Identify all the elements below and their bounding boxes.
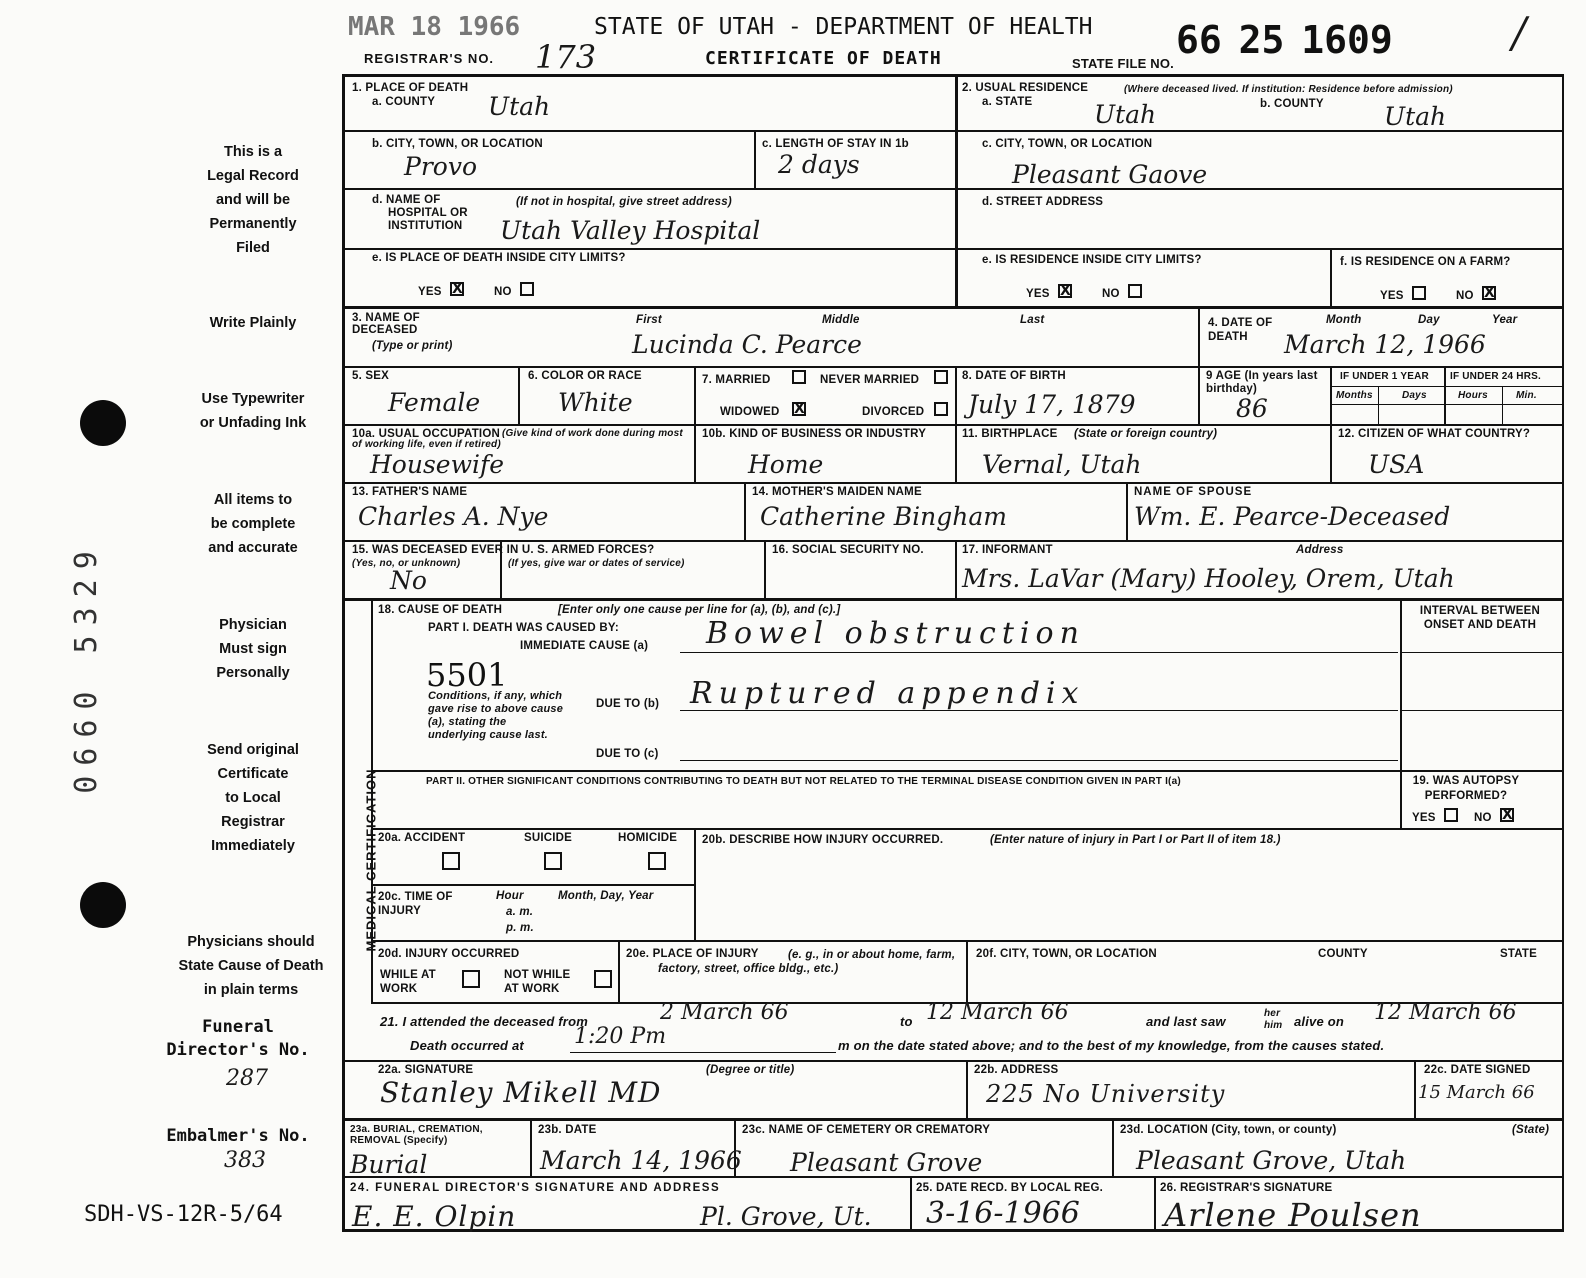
res-state-label: a. STATE <box>982 96 1033 108</box>
cemetery-label: 23c. NAME OF CEMETERY OR CREMATORY <box>742 1124 991 1136</box>
citizen: USA <box>1368 450 1425 479</box>
degree-label: (Degree or title) <box>706 1064 795 1076</box>
physician-signature: Stanley Mikell MD <box>380 1076 662 1109</box>
res-inside-label: e. IS RESIDENCE INSIDE CITY LIMITS? <box>982 254 1202 266</box>
part1-label: PART I. DEATH WAS CAUSED BY: <box>428 622 619 634</box>
widowed-checkbox[interactable]: X <box>794 401 805 417</box>
informant: Mrs. LaVar (Mary) Hooley, Orem, Utah <box>962 564 1455 593</box>
age: 86 <box>1236 394 1268 423</box>
attended-to: 12 March 66 <box>926 1000 1069 1025</box>
suicide-checkbox[interactable] <box>544 852 562 870</box>
res-county: Utah <box>1384 102 1447 131</box>
last-saw-label: and last saw <box>1146 1014 1226 1029</box>
funeral-director-no-label: Funeral Director's No. <box>166 1017 310 1060</box>
funeral-director-address: Pl. Grove, Ut. <box>700 1202 872 1231</box>
race-label: 6. COLOR OR RACE <box>528 370 642 382</box>
res-county-label: b. COUNTY <box>1260 98 1324 110</box>
type-or-print-note: (Type or print) <box>372 340 453 352</box>
attended-to-label: to <box>900 1014 913 1029</box>
war-service-note: (If yes, give war or dates of service) <box>508 558 685 569</box>
registrar-no: 173 <box>535 38 597 76</box>
due-to-b-label: DUE TO (b) <box>596 698 660 710</box>
length-of-stay: 2 days <box>778 150 860 179</box>
business: Home <box>748 450 824 479</box>
date-signed-label: 22c. DATE SIGNED <box>1424 1064 1531 1076</box>
farm-yes-label: YES <box>1380 290 1404 302</box>
armed-forces-note: (Yes, no, or unknown) <box>352 558 461 569</box>
burial-date: March 14, 1966 <box>540 1146 742 1175</box>
date-received: 3-16-1966 <box>926 1196 1080 1231</box>
father-name: Charles A. Nye <box>358 502 549 531</box>
death-city: Provo <box>404 152 477 181</box>
mother-name: Catherine Bingham <box>760 502 1007 531</box>
immediate-cause-label: IMMEDIATE CAUSE (a) <box>520 640 649 652</box>
father-label: 13. FATHER'S NAME <box>352 486 468 498</box>
physicians-cause-note: Physicians should State Cause of Death in plain terms <box>178 934 324 998</box>
homicide-checkbox[interactable] <box>648 852 666 870</box>
res-state: Utah <box>1094 100 1157 129</box>
place-of-injury-label: 20e. PLACE OF INJURY <box>626 948 759 960</box>
res-street-label: d. STREET ADDRESS <box>982 196 1104 208</box>
divorced-checkbox[interactable] <box>934 402 948 416</box>
knowledge-statement: m on the date stated above; and to the best of my knowledge, from the causes stated. <box>838 1038 1385 1053</box>
age-label-text: AGE (In years last birthday) <box>1206 370 1318 395</box>
res-inside-yes-label: YES <box>1026 288 1050 300</box>
while-at-work-label: WHILE AT WORK <box>380 969 436 995</box>
autopsy-no-label: NO <box>1474 812 1492 824</box>
punch-hole-bottom <box>80 882 126 928</box>
inside-no-checkbox[interactable] <box>520 282 534 296</box>
alive-on-label: alive on <box>1294 1014 1345 1029</box>
autopsy-yes-checkbox[interactable] <box>1444 808 1458 822</box>
write-plainly-note: Write Plainly <box>209 315 297 331</box>
birthplace-label: 11. BIRTHPLACE <box>962 428 1058 440</box>
disposition: Burial <box>350 1150 428 1179</box>
physician-sign-note: Physician Must sign Personally <box>216 617 290 681</box>
never-married-label: NEVER MARRIED <box>820 374 920 386</box>
physician-address-label: 22b. ADDRESS <box>974 1064 1059 1076</box>
hospital-note: (If not in hospital, give street address) <box>516 196 732 208</box>
state-file-no: 66 25 1609 <box>1176 18 1393 62</box>
burial-location-label: 23d. LOCATION (City, town, or county) <box>1120 1124 1337 1136</box>
age-label: 9 AGE (In years last birthday) <box>1206 370 1318 395</box>
deceased-name-label: 3. NAME OF DECEASED <box>352 312 420 336</box>
farm-no-checkbox[interactable]: X <box>1484 285 1495 301</box>
her-label: her <box>1264 1008 1281 1019</box>
res-city-label: c. CITY, TOWN, OR LOCATION <box>982 138 1153 150</box>
married-checkbox[interactable] <box>792 370 806 384</box>
cause-a: Bowel obstruction <box>706 616 1085 651</box>
res-inside-no-checkbox[interactable] <box>1128 284 1142 298</box>
cemetery: Pleasant Grove <box>790 1148 983 1177</box>
informant-label: 17. INFORMANT <box>962 544 1053 556</box>
legal-record-note: This is a Legal Record and will be Permanently Filed <box>207 144 299 256</box>
middle-name-label: Middle <box>822 314 860 326</box>
signature-label: 22a. SIGNATURE <box>378 1064 474 1076</box>
injury-county-label: COUNTY <box>1318 948 1368 960</box>
interval-label: INTERVAL BETWEEN ONSET AND DEATH <box>1419 605 1541 631</box>
months-label: Months <box>1336 390 1373 401</box>
res-city: Pleasant Gaove <box>1012 160 1208 189</box>
suicide-label: SUICIDE <box>524 832 573 844</box>
hours-label: Hours <box>1458 390 1488 401</box>
hour-label: Hour <box>496 890 524 902</box>
him-label: him <box>1264 1020 1283 1031</box>
city-label: b. CITY, TOWN, OR LOCATION <box>372 138 543 150</box>
farm-no-label: NO <box>1456 290 1474 302</box>
burial-label: 23a. BURIAL, CREMATION, REMOVAL (Specify) <box>350 1124 483 1146</box>
widowed-label: WIDOWED <box>720 406 780 418</box>
inside-yes-label: YES <box>418 286 442 298</box>
while-at-work-checkbox[interactable] <box>462 970 480 988</box>
date-signed: 15 March 66 <box>1418 1082 1535 1103</box>
dob-label: 8. DATE OF BIRTH <box>962 370 1066 382</box>
injury-occurred-label: 20d. INJURY OCCURRED <box>378 948 520 960</box>
deceased-name: Lucinda C. Pearce <box>632 330 862 359</box>
spouse-name: Wm. E. Pearce-Deceased <box>1134 502 1451 531</box>
medical-certification-label: MEDICAL CERTIFICATION <box>363 768 379 952</box>
never-married-checkbox[interactable] <box>934 370 948 384</box>
pm-label: p. m. <box>506 922 534 934</box>
armed-forces-label: 15. WAS DECEASED EVER IN U. S. ARMED FORCES? <box>352 544 655 556</box>
punch-hole-top <box>80 400 126 446</box>
autopsy-label: 19. WAS AUTOPSY PERFORMED? <box>1412 775 1520 802</box>
autopsy-no-checkbox[interactable]: X <box>1502 807 1513 823</box>
date-of-death: March 12, 1966 <box>1284 330 1486 359</box>
state-title: STATE OF UTAH - DEPARTMENT OF HEALTH <box>594 14 1093 40</box>
funeral-director-signature: E. E. Olpin <box>352 1200 517 1233</box>
death-occurred-label: Death occurred at <box>410 1038 524 1053</box>
first-name-label: First <box>636 314 662 326</box>
send-original-note: Send original Certificate to Local Registrar Immediately <box>207 742 299 854</box>
last-seen-alive: 12 March 66 <box>1374 1000 1517 1025</box>
cause-code: 5501 <box>426 656 508 694</box>
injury-state-label: STATE <box>1500 948 1537 960</box>
conditions-note: Conditions, if any, which gave rise to above cause (a), stating the underlying cause last. <box>428 690 564 741</box>
registrar-sig-label: 26. REGISTRAR'S SIGNATURE <box>1160 1182 1333 1194</box>
divorced-label: DIVORCED <box>862 406 925 418</box>
occupation: Housewife <box>370 450 505 479</box>
vertical-serial: 0660 5329 <box>68 541 104 794</box>
dod-day-label: Day <box>1418 314 1440 326</box>
attended-label: 21. I attended the deceased from <box>380 1014 588 1029</box>
time-of-injury-label: 20c. TIME OF INJURY <box>378 891 453 917</box>
am-label: a. m. <box>506 906 534 918</box>
sex-label: 5. SEX <box>352 370 389 382</box>
under-1-year-label: IF UNDER 1 YEAR <box>1340 371 1429 382</box>
funeral-director-no: 287 <box>226 1066 268 1091</box>
not-while-at-work-label: NOT WHILE AT WORK <box>504 969 571 995</box>
describe-injury-note: (Enter nature of injury in Part I or Part II of item 18.) <box>990 834 1281 846</box>
death-county: Utah <box>488 92 551 121</box>
burial-state-label: (State) <box>1512 1124 1550 1136</box>
homicide-label: HOMICIDE <box>618 832 678 844</box>
hospital-label <box>372 194 468 233</box>
usual-residence-note: (Where deceased lived. If institution: Residence before admission) <box>1124 84 1453 95</box>
place-of-death-label: 1. PLACE OF DEATH <box>352 82 469 94</box>
items-complete-note: All items to be complete and accurate <box>208 492 298 556</box>
business-label: 10b. KIND OF BUSINESS OR INDUSTRY <box>702 428 927 440</box>
form-number: SDH-VS-12R-5/64 <box>84 1202 283 1227</box>
res-inside-no-label: NO <box>1102 288 1120 300</box>
married-text: MARRIED <box>715 374 771 386</box>
informant-address-label: Address <box>1296 544 1344 556</box>
date-received-label: 25. DATE RECD. BY LOCAL REG. <box>916 1182 1104 1194</box>
cause-note: [Enter only one cause per line for (a), (b), and (c).] <box>558 604 841 616</box>
state-file-label: STATE FILE NO. <box>1072 56 1174 71</box>
date-of-death-label: 4. DATE OF DEATH <box>1208 317 1273 343</box>
embalmer-no-label: Embalmer's No. <box>166 1126 310 1146</box>
length-of-stay-label: c. LENGTH OF STAY IN 1b <box>762 138 909 150</box>
last-name-label: Last <box>1020 314 1045 326</box>
registrar-signature: Arlene Poulsen <box>1164 1196 1422 1234</box>
place-of-injury-note: (e. g., in or about home, farm, factory, street, office bldg., etc.) <box>658 949 956 975</box>
physician-address: 225 No University <box>986 1080 1226 1108</box>
hospital-label-d: d. NAME OF <box>372 194 441 206</box>
farm-label: f. IS RESIDENCE ON A FARM? <box>1340 256 1511 268</box>
death-time: 1:20 Pm <box>574 1024 667 1049</box>
race: White <box>558 388 633 417</box>
inside-yes-checkbox[interactable]: X <box>452 281 463 297</box>
filing-stamp: MAR 18 1966 <box>348 12 521 42</box>
hospital-name: Utah Valley Hospital <box>500 216 761 245</box>
cause-of-death-label: 18. CAUSE OF DEATH <box>378 604 503 616</box>
not-while-at-work-checkbox[interactable] <box>594 970 612 988</box>
describe-injury-label: 20b. DESCRIBE HOW INJURY OCCURRED. <box>702 834 944 846</box>
inside-city-label: e. IS PLACE OF DEATH INSIDE CITY LIMITS? <box>372 252 626 264</box>
under-24-hrs-label: IF UNDER 24 HRS. <box>1450 371 1541 382</box>
mother-label: 14. MOTHER'S MAIDEN NAME <box>752 486 922 498</box>
usual-residence-label: 2. USUAL RESIDENCE <box>962 82 1089 94</box>
burial-date-label: 23b. DATE <box>538 1124 597 1136</box>
county-label: a. COUNTY <box>372 96 436 108</box>
res-inside-yes-checkbox[interactable]: X <box>1060 283 1071 299</box>
part2-label: PART II. OTHER SIGNIFICANT CONDITIONS CONTRIBUTING TO DEATH BUT NOT RELATED TO THE TERMINAL DISEASE CONDITION GIVEN IN PART I(a) <box>426 776 1181 787</box>
hospital-label-1: HOSPITAL OR <box>388 207 468 219</box>
date-of-birth: July 17, 1879 <box>968 390 1136 419</box>
check-mark: / <box>1512 8 1527 57</box>
birthplace: Vernal, Utah <box>982 450 1142 479</box>
citizen-label: 12. CITIZEN OF WHAT COUNTRY? <box>1338 428 1531 440</box>
cause-b: Ruptured appendix <box>690 676 1085 711</box>
married-label: 7. MARRIED <box>702 374 771 386</box>
injury-city-label: 20f. CITY, TOWN, OR LOCATION <box>976 948 1157 960</box>
occupation-label: 10a. USUAL OCCUPATION <box>352 428 500 440</box>
attended-from: 2 March 66 <box>660 1000 789 1025</box>
birthplace-note: (State or foreign country) <box>1074 428 1218 440</box>
dod-year-label: Year <box>1492 314 1518 326</box>
embalmer-no: 383 <box>224 1148 266 1173</box>
hospital-label-2: INSTITUTION <box>388 220 463 232</box>
month-day-year-label: Month, Day, Year <box>558 890 654 902</box>
accident-checkbox[interactable] <box>442 852 460 870</box>
spouse-label: NAME OF SPOUSE <box>1134 486 1253 498</box>
min-label: Min. <box>1516 390 1537 401</box>
typewriter-note: Use Typewriter or Unfading Ink <box>199 391 307 431</box>
inside-no-label: NO <box>494 286 512 298</box>
accident-label: 20a. ACCIDENT <box>378 832 466 844</box>
armed-forces: No <box>390 566 427 595</box>
farm-yes-checkbox[interactable] <box>1412 286 1426 300</box>
certificate-title: CERTIFICATE OF DEATH <box>705 48 942 69</box>
funeral-director-sig-label: 24. FUNERAL DIRECTOR'S SIGNATURE AND ADDRESS <box>350 1182 721 1194</box>
ssn-label: 16. SOCIAL SECURITY NO. <box>772 544 924 556</box>
autopsy-yes-label: YES <box>1412 812 1436 824</box>
dod-month-label: Month <box>1326 314 1362 326</box>
due-to-c-label: DUE TO (c) <box>596 748 659 760</box>
registrar-no-label: REGISTRAR'S NO. <box>364 51 495 66</box>
days-label: Days <box>1402 390 1427 401</box>
burial-location: Pleasant Grove, Utah <box>1136 1146 1407 1175</box>
sex: Female <box>388 388 481 417</box>
occupation-note: (Give kind of work done during most of working life, even if retired) <box>352 428 683 450</box>
